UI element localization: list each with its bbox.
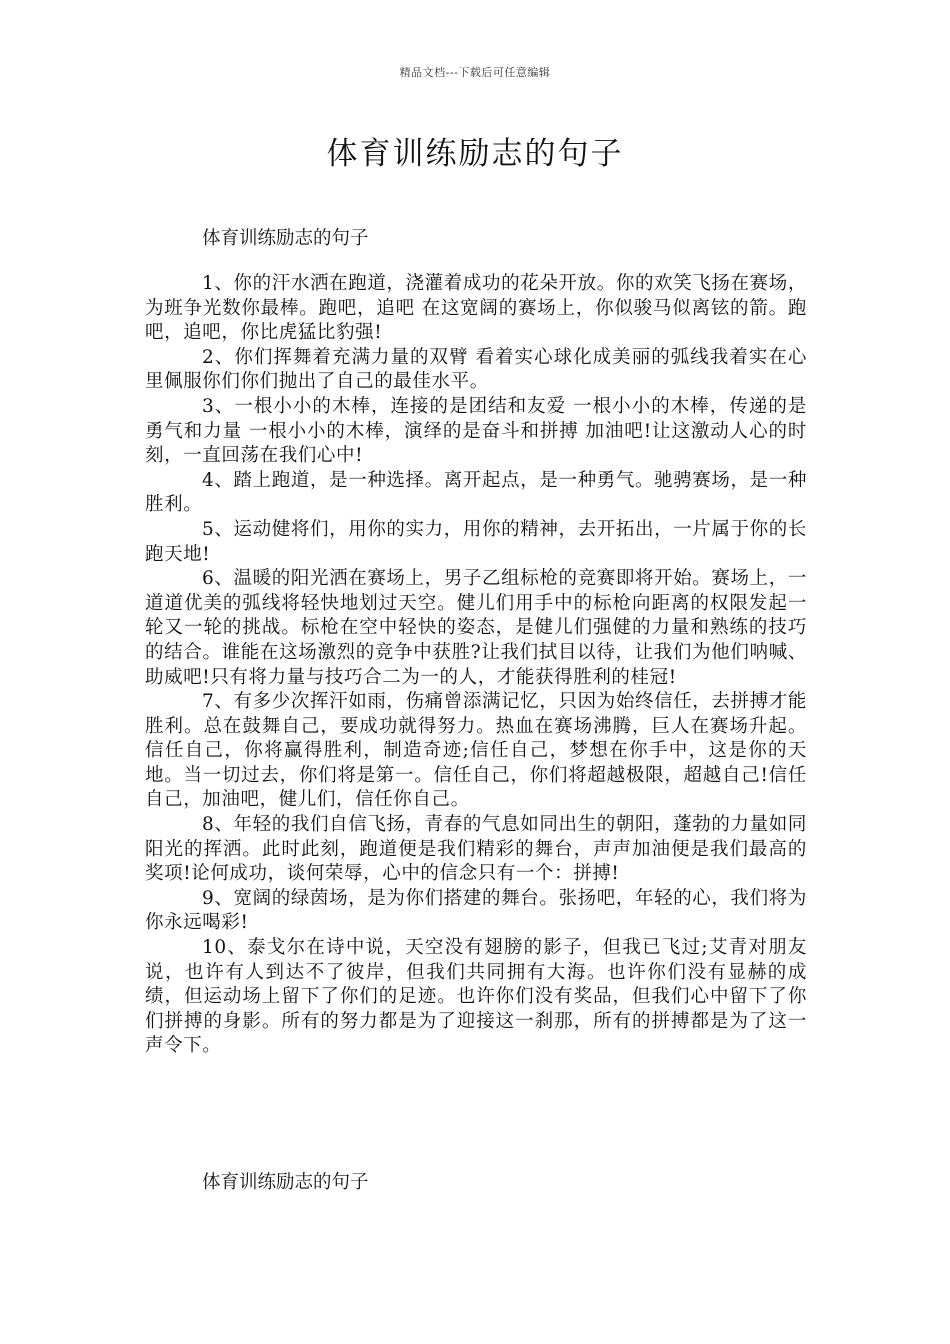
section-subtitle-bottom: 体育训练励志的句子 — [202, 1172, 369, 1193]
paragraph-2: 2、你们挥舞着充满力量的双臂 看着实心球化成美丽的弧线我着实在心里佩服你们你们抛出了自己的最佳水平。 — [145, 346, 807, 393]
paragraph-10: 10、泰戈尔在诗中说，天空没有翅膀的影子，但我已飞过;艾青对朋友说，也许有人到达不了彼岸，但我们共同拥有大海。也许你们没有显赫的成绩，但运动场上留下了你们的足迹。也许你们没有奖品，但我们心中留下了你们拼搏的身影。所有的努力都是为了迎接这一刹那，所有的拼搏都是为了这一声令下。 — [145, 937, 807, 1057]
document-body — [145, 272, 807, 1059]
paragraph-3: 3、一根小小的木棒，连接的是团结和友爱 一根小小的木棒，传递的是勇气和力量 一根小小的木棒，演绎的是奋斗和拼搏 加油吧!让这激动人心的时刻，一直回荡在我们心中! — [145, 395, 807, 467]
paragraph-8: 8、年轻的我们自信飞扬，青春的气息如同出生的朝阳，蓬勃的力量如同阳光的挥洒。此时此刻，跑道便是我们精彩的舞台，声声加油便是我们最高的奖项!论何成功，谈何荣辱，心中的信念只有一个：拼搏! — [145, 814, 807, 885]
paragraph-7: 7、有多少次挥汗如雨，伤痛曾添满记忆，只因为始终信任，去拼搏才能胜利。总在鼓舞自己，要成功就得努力。热血在赛场沸腾，巨人在赛场升起。信任自己，你将赢得胜利，制造奇迹;信任自己，梦想在你手中，这是你的天地。当一切过去，你们将是第一。信任自己，你们将超越极限，超越自己!信任自己，加油吧，健儿们，信任你自己。 — [145, 691, 807, 811]
document-title: 体育训练励志的句子 — [326, 136, 624, 172]
paragraph-6: 6、温暖的阳光洒在赛场上，男子乙组标枪的竞赛即将开始。赛场上，一道道优美的弧线将轻快地划过天空。健儿们用手中的标枪向距离的权限发起一轮又一轮的挑战。标枪在空中轻快的姿态，是健儿们强健的力量和熟练的技巧的结合。谁能在这场激烈的竞争中获胜?让我们拭目以待，让我们为他们呐喊、助威吧!只有将力量与技巧合二为一的人，才能获得胜利的桂冠! — [145, 568, 807, 688]
section-subtitle: 体育训练励志的句子 — [202, 228, 369, 249]
paragraph-9: 9、宽阔的绿茵场，是为你们搭建的舞台。张扬吧，年轻的心，我们将为你永远喝彩! — [145, 887, 807, 934]
paragraph-1: 1、你的汗水洒在跑道，浇灌着成功的花朵开放。你的欢笑飞扬在赛场，为班争光数你最棒。跑吧，追吧 在这宽阔的赛场上，你似骏马似离铉的箭。跑吧，追吧，你比虎猛比豹强! — [145, 273, 807, 344]
header-note: 精品文档---下载后可任意编辑 — [399, 66, 551, 79]
paragraph-5: 5、运动健将们，用你的实力，用你的精神，去开拓出，一片属于你的长跑天地! — [145, 518, 807, 565]
paragraph-4: 4、踏上跑道，是一种选择。离开起点，是一种勇气。驰骋赛场，是一种胜利。 — [145, 469, 807, 516]
